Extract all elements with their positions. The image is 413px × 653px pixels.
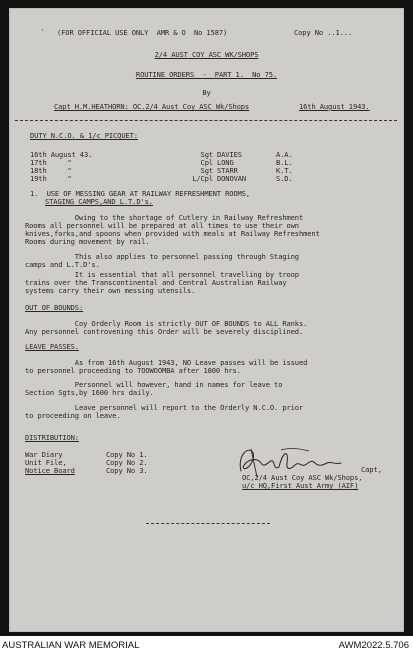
roster-rank: Sgt: [200, 166, 213, 175]
roster-date: 17th ": [30, 158, 72, 167]
unit-name: 2/4 AUST COY ASC WK/SHOPS: [154, 50, 259, 59]
paragraph-line: Rooms all personnel will be prepared at all times to use their own: [25, 221, 299, 230]
roster-date: 19th ": [30, 174, 72, 183]
order-date: 16th August 1943.: [299, 102, 370, 111]
by-line: By: [202, 88, 211, 97]
paragraph-line: Leave personnel will report to the Orderly N.C.O. prior: [25, 403, 304, 412]
paragraph-line: Rooms during movement by rail.: [25, 237, 150, 246]
distribution-heading: DISTRIBUTION:: [25, 433, 79, 442]
signature-rank: Capt,: [361, 465, 382, 474]
roster-initials: K.T.: [276, 166, 293, 175]
document-page: [9, 8, 404, 632]
roster-initials: A.A.: [276, 150, 293, 159]
signature-appointment: OC,2/4 Aust Coy ASC Wk/Shops,: [242, 473, 363, 482]
roster-rank: Sgt: [200, 150, 213, 159]
bounds-heading: OUT OF BOUNDS:: [25, 303, 84, 312]
distribution-recipient: Unit File,: [25, 458, 67, 467]
roster-name: STARR: [217, 166, 238, 175]
paragraph-line: Coy Orderly Room is strictly OUT OF BOUNDS to ALL Ranks.: [25, 319, 308, 328]
paragraph-line: knives,forks,and spoons when provided with meals at Railway Refreshment: [25, 229, 320, 238]
roster-name: LONG: [217, 158, 234, 167]
document-title: ROUTINE ORDERS - PART 1. No 75.: [135, 70, 278, 79]
distribution-copy: Copy No 1.: [106, 450, 148, 459]
roster-name: DONOVAN: [217, 174, 247, 183]
paragraph-line: As from 16th August 1943, NO Leave passes will be issued: [25, 358, 308, 367]
pencil-mark: ': [40, 28, 45, 37]
paragraph-line: Any personnel controvening this Order will be severely disciplined.: [25, 327, 304, 336]
distribution-recipient: Notice Board: [25, 466, 75, 475]
paragraph-line: Section Sgts,by 1600 hrs daily.: [25, 388, 154, 397]
paragraph-line: It is essential that all personnel travelling by troop: [25, 270, 299, 279]
roster-initials: B.L.: [276, 158, 293, 167]
item1-heading-line1: 1. USE OF MESSING GEAR AT RAILWAY REFRESHMENT ROOMS,: [30, 189, 250, 198]
catalogue-number: AWM2022.5.706: [338, 640, 409, 651]
duty-heading: DUTY N.C.O. & 1/c PICQUET:: [30, 131, 138, 140]
paragraph-line: Owing to the shortage of Cutlery in Railway Refreshment: [25, 213, 304, 222]
leave-heading: LEAVE PASSES.: [25, 342, 79, 351]
paragraph-line: systems carry their own messing utensils.: [25, 286, 196, 295]
distribution-copy: Copy No 3.: [106, 466, 148, 475]
roster-rank: L/Cpl: [192, 174, 213, 183]
archive-footer: [0, 636, 413, 653]
paragraph-line: Personnel will however, hand in names for leave to: [25, 380, 283, 389]
distribution-recipient: War Diary: [25, 450, 63, 459]
roster-date: 18th ": [30, 166, 72, 175]
roster-rank: Cpl: [200, 158, 213, 167]
paragraph-line: This also applies to personnel passing through Staging: [25, 252, 299, 261]
copy-number: Copy No ..1...: [294, 28, 353, 37]
roster-date: 16th August 43.: [30, 150, 93, 159]
end-divider: [146, 523, 270, 524]
signature-formation: u/c HQ,First Aust Army (AIF): [242, 481, 359, 490]
authority-line: Capt H.M.HEATHORN: OC.2/4 Aust Coy ASC Wk/Shops: [54, 102, 250, 111]
paragraph-line: to proceeding on leave.: [25, 411, 121, 420]
distribution-copy: Copy No 2.: [106, 458, 148, 467]
paragraph-line: to personnel proceeding to TOOWOOMBA after 1800 hrs.: [25, 366, 241, 375]
archive-name: AUSTRALIAN WAR MEMORIAL: [2, 640, 140, 651]
paragraph-line: trains over the Transcontinental and Central Australian Railway: [25, 278, 287, 287]
roster-name: DAVIES: [217, 150, 242, 159]
paragraph-line: camps and L.T.D's.: [25, 260, 100, 269]
classification-line: (FOR OFFICIAL USE ONLY AMR & O No 1587): [57, 28, 228, 37]
header-divider: [15, 120, 397, 121]
roster-initials: S.D.: [276, 174, 293, 183]
item1-heading-line2: STAGING CAMPS,AND L.T.D's.: [45, 197, 153, 206]
